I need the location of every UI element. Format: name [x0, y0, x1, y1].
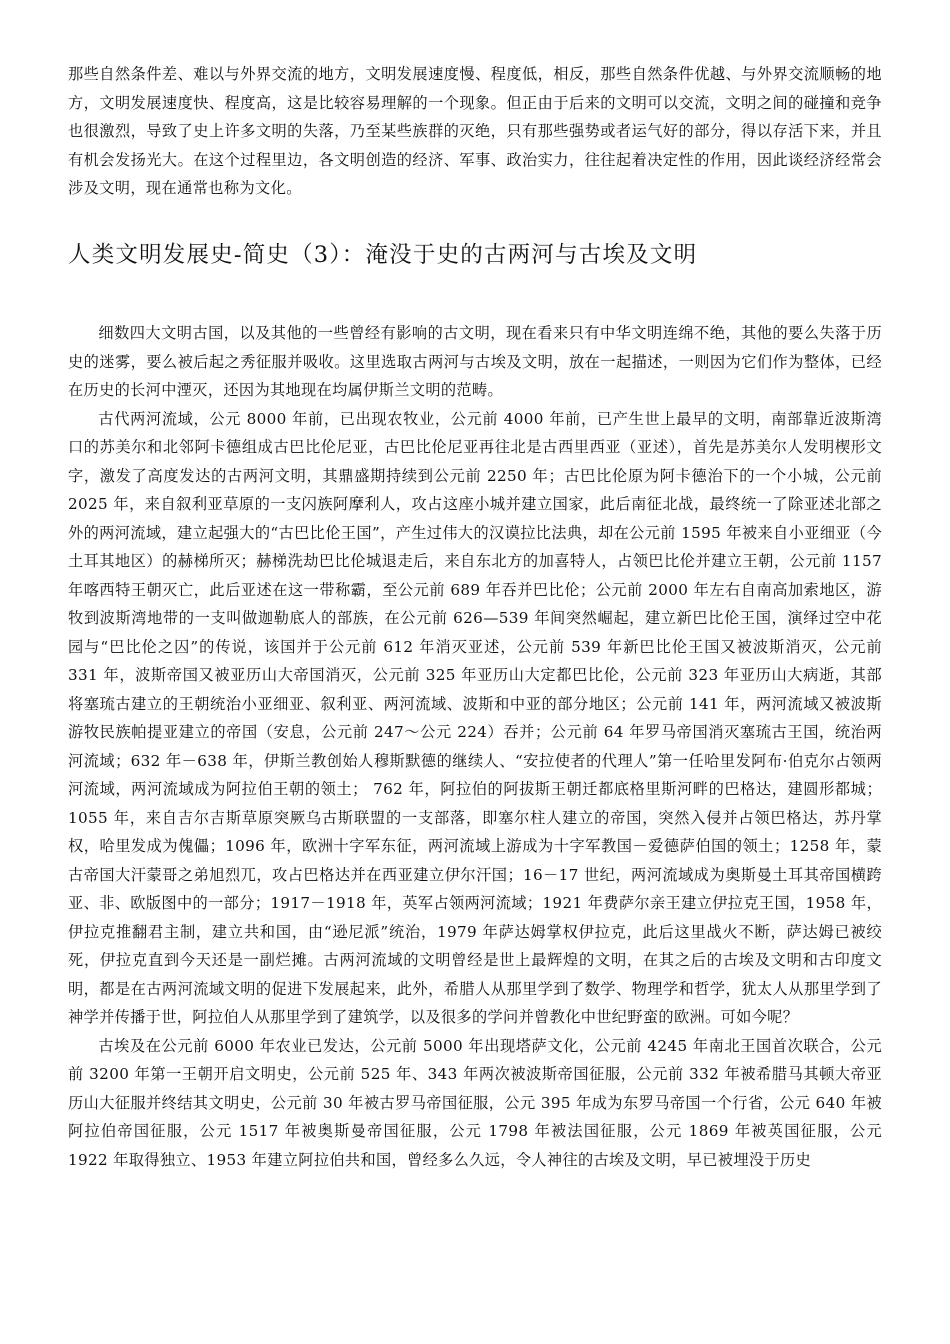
paragraph-overview: 细数四大文明古国，以及其他的一些曾经有影响的古文明，现在看来只有中华文明连绵不绝，其他的要么失落于历史的迷雾，要么被后起之秀征服并吸收。这里选取古两河与古埃及文明，放在一起描述，一则因为它们作为整体，已经在历史的长河中湮灭，还因为其地现在均属伊斯兰文明的范畴。: [68, 324, 882, 399]
paragraph-mesopotamia: 古代两河流域，公元 8000 年前，已出现农牧业，公元前 4000 年前，已产生世上最早的文明，南部靠近波斯湾口的苏美尔和北邻阿卡德组成古巴比伦尼亚，古巴比伦尼亚再往北是古西里西亚（亚述），首先是苏美尔人发明楔形文字，激发了高度发达的古两河文明，其鼎盛期持续到公元前 2250 年；古巴比伦原为阿卡德治下的一个小城，公元前 2025 年，来自叙利亚草原的一支闪族阿摩利人，攻占这座小城并建立国家，此后南征北战，最终统一了除亚述北部之外的两河流域，建立起强大的“古巴比伦王国”，产生过伟大的汉谟拉比法典，却在公元前 1595 年被来自小亚细亚（今土耳其地区）的赫梯所灭；赫梯洗劫巴比伦城退走后，来自东北方的加喜特人，占领巴比伦并建立王朝，公元前 1157 年喀西特王朝灭亡，此后亚述在这一带称霸，至公元前 689 年吞并巴比伦；公元前 2000 年左右自南高加索地区，游牧到波斯湾地带的一支叫做迦勒底人的部族，在公元前 626—539 年间突然崛起，建立新巴比伦王国，演绎过空中花园与“巴比伦之囚”的传说，该国并于公元前 612 年消灭亚述，公元前 539 年新巴比伦王国又被波斯消灭，公元前 331 年，波斯帝国又被亚历山大帝国消灭，公元前 325 年亚历山大定都巴比伦，公元前 323 年亚历山大病逝，其部将塞琉古建立的王朝统治小亚细亚、叙利亚、两河流域、波斯和中亚的部分地区；公元前 141 年，两河流域又被波斯游牧民族帕提亚建立的帝国（安息，公元前 247～公元 224）吞并；公元前 64 年罗马帝国消灭塞琉古王国，统治两河流域；632 年－638 年，伊斯兰教创始人穆斯默德的继续人、“安拉使者的代理人”第一任哈里发阿布·伯克尔占领两河流域，两河流域成为阿拉伯王朝的领土； 762 年，阿拉伯的阿拔斯王朝迁都底格里斯河畔的巴格达，建圆形都城；1055 年，来自吉尔吉斯草原突厥乌古斯联盟的一支部落，即塞尔柱人建立的帝国，突然入侵并占领巴格达，苏丹掌权，哈里发成为傀儡；1096 年，欧洲十字军东征，两河流域上游成为十字军教国－爱德萨伯国的领土；1258 年，蒙古帝国大汗蒙哥之弟旭烈兀，攻占巴格达并在西亚建立伊尔汗国；16－17 世纪，两河流域成为奥斯曼土耳其帝国横跨亚、非、欧版图中的一部分；1917－1918 年，英军占领两河流域；1921 年费萨尔亲王建立伊拉克王国，1958 年，伊拉克推翻君主制，建立共和国，由“逊尼派”统治，1979 年萨达姆掌权伊拉克，此后这里战火不断，萨达姆已被绞死，伊拉克直到今天还是一副烂摊。古两河流域的文明曾经是世上最辉煌的文明，在其之后的古埃及文明和古印度文明，都是在古两河流域文明的促进下发展起来，此外，希腊人从那里学到了数学、物理学和哲学，犹太人从那里学到了神学并传播于世，阿拉伯人从那里学到了建筑学，以及很多的学问并曾教化中世纪野蛮的欧洲。可如今呢？: [68, 409, 882, 1026]
paragraph-egypt: 古埃及在公元前 6000 年农业已发达，公元前 5000 年出现塔萨文化，公元前 4245 年南北王国首次联合，公元前 3200 年第一王朝开启文明史，公元前 525 年、343 年两次被波斯帝国征服，公元前 332 年被希腊马其顿大帝亚历山大征服并终结其文明史，公元前 30 年被古罗马帝国征服，公元 395 年成为东罗马帝国一个行省，公元 640 年被阿拉伯帝国征服，公元 1517 年被奥斯曼帝国征服，公元 1798 年被法国征服，公元 1869 年被英国征服，公元 1922 年取得独立、1953 年建立阿拉伯共和国，曾经多么久远，令人神往的古埃及文明，早已被埋没于历史: [68, 1036, 882, 1169]
article-body: [68, 319, 882, 1174]
intro-paragraph: 那些自然条件差、难以与外界交流的地方，文明发展速度慢、程度低，相反，那些自然条件优越、与外界交流顺畅的地方，文明发展速度快、程度高，这是比较容易理解的一个现象。但正由于后来的文明可以交流，文明之间的碰撞和竞争也很激烈，导致了史上许多文明的失落，乃至某些族群的灭绝，只有那些强势或者运气好的部分，得以存活下来，并且有机会发扬光大。在这个过程里边，各文明创造的经济、军事、政治实力，往往起着决定性的作用，因此谈经济经常会涉及文明，现在通常也称为文化。: [68, 65, 882, 197]
section-title: 人类文明发展史-简史（3）：淹没于史的古两河与古埃及文明: [68, 242, 698, 268]
